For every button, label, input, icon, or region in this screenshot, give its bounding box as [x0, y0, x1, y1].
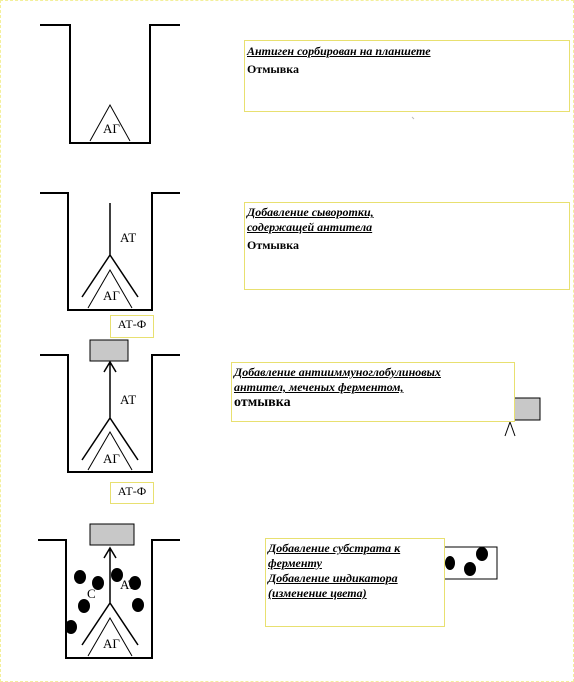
step-2-line-2: содержащей антитела: [247, 220, 373, 234]
antibody-label-2: АТ: [120, 230, 137, 245]
step-4-line-2: ферменту: [268, 556, 322, 570]
enzyme-4: [90, 524, 134, 545]
step-2-box: [244, 202, 570, 290]
step-3-line-2: антител, меченых ферментом,: [234, 380, 404, 394]
step-1-text: Антиген сорбирован на планшете: [247, 44, 431, 58]
conjugate-label-2: АТ-Ф: [110, 482, 154, 504]
step-3-line-1: Добавление антииммуноглобулиновых: [234, 365, 441, 379]
step-3-box: [231, 362, 515, 422]
antigen-label-3: АГ: [103, 451, 120, 466]
conjugate-label-1: АТ-Ф: [110, 315, 154, 338]
antigen-label-4: АГ: [103, 636, 120, 651]
antibody-label-4: АТ: [120, 577, 137, 592]
step-4-box: [265, 538, 445, 627]
step-4-line-1: Добавление субстрата к: [268, 541, 401, 555]
antigen-label-2: АГ: [103, 288, 120, 303]
step-2-line-1: Добавление сыворотки,: [247, 205, 374, 219]
step-1-box: [244, 40, 570, 112]
step-1-wash: Отмывка: [247, 62, 299, 76]
substrate-label: С: [87, 586, 96, 601]
step-3-wash: отмывка: [234, 395, 291, 410]
step-4-line-3: Добавление индикатора: [268, 571, 398, 585]
antigen-label-1: АГ: [103, 121, 120, 136]
antibody-2: [82, 203, 138, 297]
step-2-wash: Отмывка: [247, 238, 299, 252]
step-4-line-4: (изменение цвета): [268, 586, 367, 600]
enzyme-3: [90, 340, 128, 361]
antibody-3: [82, 362, 138, 460]
conjugate-antibody-stub: [505, 422, 515, 436]
antibody-label-3: АТ: [120, 392, 137, 407]
